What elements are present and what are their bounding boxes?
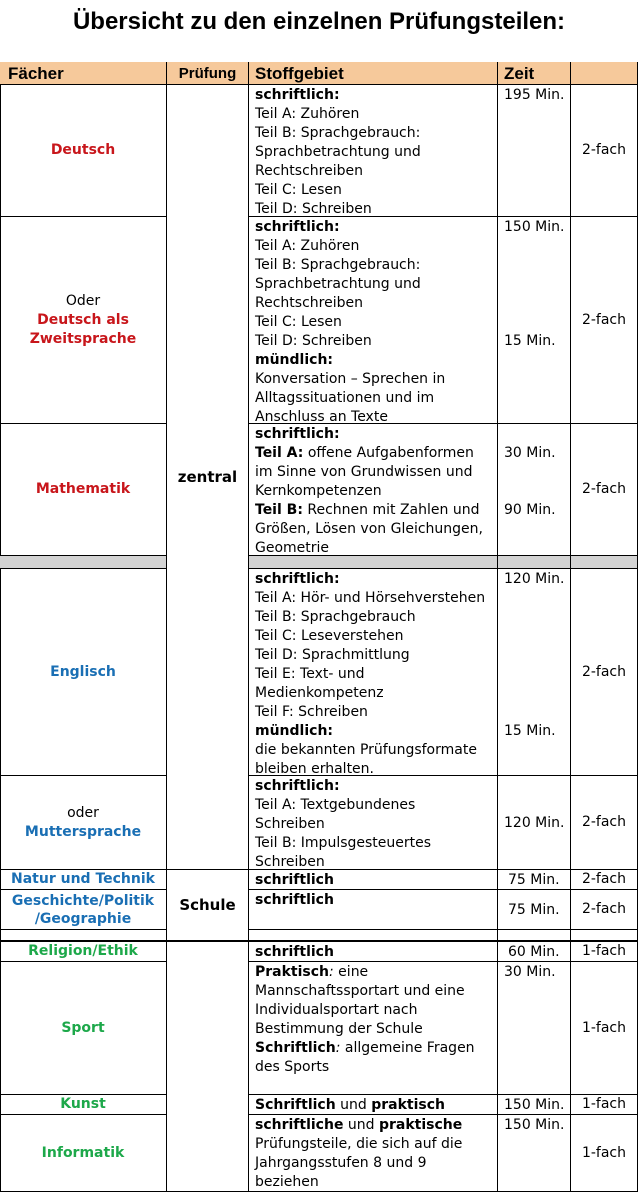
content-line: Teil A: Zuhören	[255, 106, 360, 122]
time-deutsch	[498, 85, 571, 217]
content-line: des Sports	[255, 1059, 330, 1075]
oder-label: oder	[67, 804, 99, 821]
content-line: Sprachbetrachtung und	[255, 144, 421, 160]
weight-religion-ethik: 1-fach	[571, 942, 638, 962]
content-mathematik	[249, 424, 498, 556]
content-line: Teil B: Sprachgebrauch:	[255, 125, 421, 141]
pruefung-zentral: zentral	[167, 85, 249, 870]
content-line: schriftlich:	[255, 778, 340, 794]
time-kunst: 150 Min.	[498, 1095, 571, 1115]
time-value: 15 Min.	[504, 723, 556, 739]
spacer-row	[249, 930, 498, 942]
content-line: Teil B: Impulsgesteuertes	[255, 835, 432, 851]
content-line: Teil C: Lesen	[255, 182, 342, 198]
subject-kunst: Kunst	[0, 1095, 167, 1115]
weight-sport: 1-fach	[571, 962, 638, 1095]
colon: :	[329, 964, 334, 980]
separator-row	[571, 556, 638, 569]
subject-muttersprache-label: Muttersprache	[24, 823, 142, 840]
content-sport	[249, 962, 498, 1095]
teil-a-label: Teil A:	[255, 445, 304, 461]
time-value: 195 Min.	[504, 87, 565, 103]
time-value: 150 Min.	[504, 219, 565, 235]
time-sport	[498, 962, 571, 1095]
pruefung-schule: Schule	[167, 870, 249, 942]
subject-sport: Sport	[0, 962, 167, 1095]
weight-informatik: 1-fach	[571, 1115, 638, 1192]
content-line: Geometrie	[255, 540, 330, 556]
content-line: im Sinne von Grundwissen und	[255, 464, 473, 480]
content-line: Prüfungsteile, die sich auf die	[255, 1136, 463, 1152]
content-line: schriftlich:	[255, 426, 340, 442]
content-line: schriftlich:	[255, 87, 340, 103]
content-line: Teil D: Sprachmittlung	[255, 647, 410, 663]
content-line: Kernkompetenzen	[255, 483, 382, 499]
header-stoffgebiet: Stoffgebiet	[249, 62, 498, 85]
time-informatik	[498, 1115, 571, 1192]
time-value: 30 Min.	[504, 964, 556, 980]
time-natur-und-technik: 75 Min.	[498, 870, 571, 890]
page-title: Übersicht zu den einzelnen Prüfungsteilen:	[72, 8, 566, 35]
weight-geschichte-politik-geographie: 2-fach	[571, 890, 638, 930]
content-line: Teil E: Text- und	[255, 666, 365, 682]
time-daz	[498, 217, 571, 424]
content-line: offene Aufgabenformen	[307, 445, 474, 461]
content-line: Teil D: Schreiben	[255, 333, 372, 349]
weight-mathematik: 2-fach	[571, 424, 638, 556]
content-deutsch	[249, 85, 498, 217]
header-gewichtung	[571, 62, 638, 85]
content-religion-ethik: schriftlich	[249, 942, 498, 962]
header-zeit: Zeit	[498, 62, 571, 85]
content-informatik	[249, 1115, 498, 1192]
time-value: 120 Min.	[504, 571, 565, 587]
time-value: 150 Min.	[504, 1117, 565, 1133]
subject-deutsch: Deutsch	[0, 85, 167, 217]
time-muttersprache: 120 Min.	[498, 776, 571, 870]
content-line: Teil C: Lesen	[255, 314, 342, 330]
subject-muttersprache	[0, 776, 167, 870]
content-line: Teil D: Schreiben	[255, 201, 372, 217]
subject-daz-line1: Deutsch als	[37, 311, 129, 328]
content-line: Mannschaftssportart und eine	[255, 983, 465, 999]
colon: :	[335, 1040, 341, 1056]
spacer-row	[571, 930, 638, 942]
separator-row	[249, 556, 498, 569]
content-line: schriftlich:	[255, 219, 340, 235]
praktische-label: praktische	[379, 1117, 463, 1133]
content-line: Jahrgangsstufen 8 und 9	[255, 1155, 427, 1171]
weight-natur-und-technik: 2-fach	[571, 870, 638, 890]
weight-kunst: 1-fach	[571, 1095, 638, 1115]
content-line: eine	[333, 964, 369, 980]
subject-informatik: Informatik	[0, 1115, 167, 1192]
content-line: allgemeine Fragen	[340, 1040, 475, 1056]
praktisch-label: Praktisch	[255, 964, 330, 980]
teil-b-label: Teil B:	[255, 502, 303, 518]
subject-geschichte-politik-geographie	[0, 890, 167, 930]
content-line: Schreiben	[255, 854, 325, 870]
time-mathematik	[498, 424, 571, 556]
content-line: mündlich:	[255, 723, 334, 739]
content-line: Anschluss an Texte	[255, 409, 388, 425]
subject-daz	[0, 217, 167, 424]
schriftlich-label: Schriftlich	[255, 1097, 336, 1113]
subject-religion-ethik: Religion/Ethik	[0, 942, 167, 962]
subject-natur-und-technik: Natur und Technik	[0, 870, 167, 890]
time-value: 90 Min.	[504, 502, 556, 518]
content-line: bleiben erhalten.	[255, 761, 374, 777]
content-line: Sprachbetrachtung und	[255, 276, 421, 292]
header-pruefung: Prüfung	[167, 62, 249, 85]
schriftlich-label: Schriftlich	[255, 1040, 336, 1056]
spacer-row	[498, 930, 571, 942]
separator-row	[0, 556, 167, 569]
content-line: Teil A: Zuhören	[255, 238, 360, 254]
content-englisch	[249, 569, 498, 776]
content-line: Teil A: Hör- und Hörsehverstehen	[255, 590, 486, 606]
content-line: Rechtschreiben	[255, 163, 363, 179]
separator-row	[498, 556, 571, 569]
exam-overview-table	[0, 62, 638, 1192]
content-line: Größen, Lösen von Gleichungen,	[255, 521, 483, 537]
subject-englisch: Englisch	[0, 569, 167, 776]
content-line: Teil F: Schreiben	[255, 704, 368, 720]
content-line: Medienkompetenz	[255, 685, 384, 701]
content-geschichte-politik-geographie: schriftlich	[249, 890, 498, 930]
weight-deutsch: 2-fach	[571, 85, 638, 217]
subject-mathematik: Mathematik	[0, 424, 167, 556]
content-line: die bekannten Prüfungsformate	[255, 742, 477, 758]
content-daz	[249, 217, 498, 424]
content-natur-und-technik: schriftlich	[249, 870, 498, 890]
content-line: Teil B: Sprachgebrauch:	[255, 257, 421, 273]
content-line: Individualsportart nach	[255, 1002, 418, 1018]
time-englisch	[498, 569, 571, 776]
header-faecher: Fächer	[0, 62, 167, 85]
pruefung-empty	[167, 942, 249, 1192]
content-line: mündlich:	[255, 352, 334, 368]
content-line: Rechnen mit Zahlen und	[307, 502, 480, 518]
schriftliche-label: schriftliche	[255, 1117, 344, 1133]
content-line: Schreiben	[255, 816, 325, 832]
oder-label: Oder	[65, 292, 101, 309]
content-line: Teil C: Leseverstehen	[255, 628, 404, 644]
time-value: 30 Min.	[504, 445, 556, 461]
weight-englisch: 2-fach	[571, 569, 638, 776]
subject-daz-line2: Zweitsprache	[29, 330, 137, 347]
spacer-row	[0, 930, 167, 942]
content-muttersprache	[249, 776, 498, 870]
time-religion-ethik: 60 Min.	[498, 942, 571, 962]
content-line: Alltagssituationen und im	[255, 390, 435, 406]
subject-gpg-line1: Geschichte/Politik	[11, 892, 155, 909]
content-line: Rechtschreiben	[255, 295, 363, 311]
time-value: 15 Min.	[504, 333, 556, 349]
content-line: Bestimmung der Schule	[255, 1021, 423, 1037]
content-line: Konversation – Sprechen in	[255, 371, 446, 387]
weight-daz: 2-fach	[571, 217, 638, 424]
time-geschichte-politik-geographie: 75 Min.	[498, 890, 571, 930]
und-text: und	[343, 1117, 379, 1133]
content-line: beziehen	[255, 1174, 319, 1190]
subject-gpg-line2: /Geographie	[34, 910, 132, 927]
content-kunst	[249, 1095, 498, 1115]
praktisch-label: praktisch	[371, 1097, 446, 1113]
weight-muttersprache: 2-fach	[571, 776, 638, 870]
und-text: und	[335, 1097, 372, 1113]
content-line: Teil A: Textgebundenes	[255, 797, 416, 813]
content-line: Teil B: Sprachgebrauch	[255, 609, 416, 625]
content-line: schriftlich:	[255, 571, 340, 587]
